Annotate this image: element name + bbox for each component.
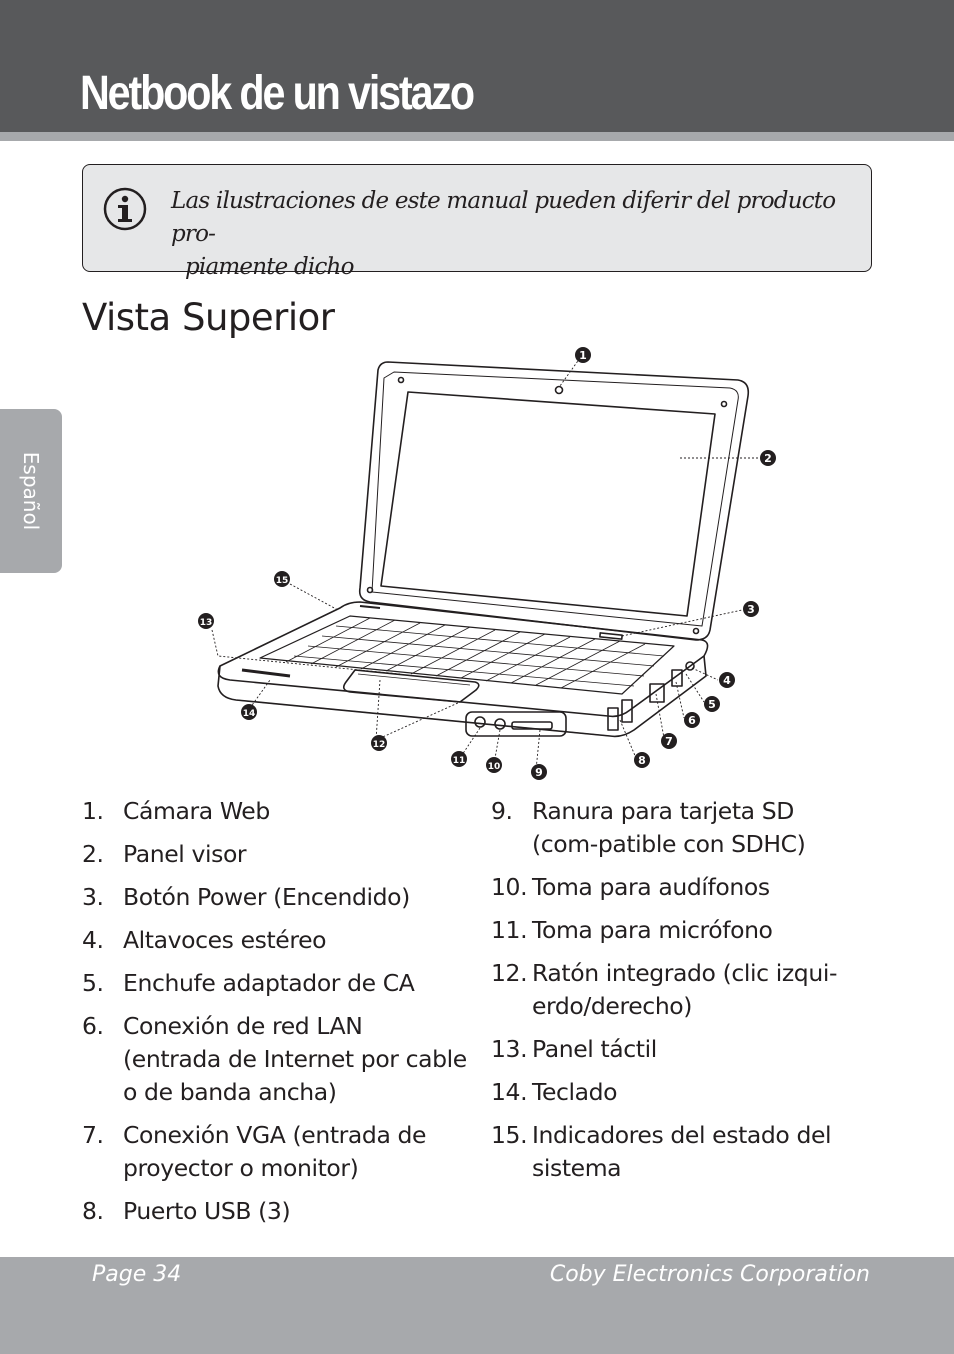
company-name: Coby Electronics Corporation — [549, 1262, 870, 1287]
legend-item — [82, 924, 467, 957]
callout-6 — [684, 712, 700, 728]
svg-text:1: 1 — [579, 349, 587, 362]
legend-text: Panel visor — [123, 840, 247, 868]
svg-text:12: 12 — [372, 740, 386, 750]
legend-number: 7. — [82, 1121, 104, 1149]
legend-item — [82, 795, 467, 828]
svg-text:7: 7 — [665, 735, 673, 748]
legend-text: Conexión de red LAN (entrada de Internet por cable o de banda ancha) — [123, 1012, 467, 1106]
callout-9 — [531, 764, 547, 780]
legend-list-right — [491, 795, 861, 1195]
section-title: Vista Superior — [82, 296, 335, 339]
callout-1 — [575, 347, 591, 363]
legend-number: 13. — [491, 1035, 528, 1063]
svg-text:2: 2 — [764, 452, 772, 465]
legend-item — [491, 1033, 861, 1066]
header-rule — [0, 132, 954, 141]
legend-item — [82, 1195, 467, 1228]
legend-text: Puerto USB (3) — [123, 1197, 291, 1225]
callout-14 — [241, 704, 257, 720]
callout-5 — [704, 696, 720, 712]
svg-text:6: 6 — [688, 714, 696, 727]
callout-10 — [486, 757, 502, 773]
callout-13 — [198, 613, 214, 629]
legend-text: Ratón integrado (clic izqui-erdo/derecho) — [532, 959, 838, 1020]
svg-text:13: 13 — [199, 618, 213, 628]
legend-text: Cámara Web — [123, 797, 270, 825]
legend-number: 11. — [491, 916, 528, 944]
svg-text:11: 11 — [452, 756, 466, 766]
svg-text:10: 10 — [487, 762, 501, 772]
svg-text:8: 8 — [638, 754, 646, 767]
legend-item — [82, 1010, 467, 1109]
callout-4 — [719, 672, 735, 688]
legend-number: 4. — [82, 926, 104, 954]
svg-text:15: 15 — [275, 576, 289, 586]
legend-text: Ranura para tarjeta SD (com-patible con SDHC) — [532, 797, 806, 858]
legend-text: Altavoces estéreo — [123, 926, 327, 954]
callout-3 — [743, 601, 759, 617]
legend-list-left — [82, 795, 467, 1238]
svg-text:4: 4 — [723, 674, 731, 687]
legend-item — [82, 881, 467, 914]
note-text — [171, 185, 861, 284]
legend-item — [491, 914, 861, 947]
legend-number: 1. — [82, 797, 104, 825]
legend-item — [491, 1119, 861, 1185]
keyboard — [260, 616, 674, 694]
legend-number: 9. — [491, 797, 513, 825]
page-header — [0, 0, 954, 132]
legend-number: 12. — [491, 959, 528, 987]
svg-text:5: 5 — [708, 698, 716, 711]
legend-text: Toma para audífonos — [532, 873, 770, 901]
legend-text: Botón Power (Encendido) — [123, 883, 410, 911]
legend-number: 5. — [82, 969, 104, 997]
callout-11 — [451, 751, 467, 767]
power-button — [600, 633, 622, 639]
legend-item — [491, 871, 861, 904]
legend-number: 10. — [491, 873, 528, 901]
svg-text:14: 14 — [242, 709, 256, 719]
info-icon — [103, 187, 147, 231]
legend-text: Conexión VGA (entrada de proyector o monitor) — [123, 1121, 427, 1182]
netbook-top-view-diagram — [190, 340, 790, 790]
legend-number: 8. — [82, 1197, 104, 1225]
svg-text:3: 3 — [747, 603, 755, 616]
callout-7 — [661, 733, 677, 749]
callout-12 — [371, 735, 387, 751]
legend-number: 3. — [82, 883, 104, 911]
note-box — [82, 164, 872, 280]
legend-text: Indicadores del estado del sistema — [532, 1121, 832, 1182]
legend-item — [491, 1076, 861, 1109]
language-tab-label: Español — [19, 451, 43, 531]
page-number: Page 34 — [92, 1262, 182, 1287]
legend-text: Panel táctil — [532, 1035, 657, 1063]
legend-item — [491, 957, 861, 1023]
language-tab — [0, 409, 62, 573]
legend-text: Toma para micrófono — [532, 916, 773, 944]
callout-2 — [760, 450, 776, 466]
legend-item — [82, 967, 467, 1000]
legend-item — [491, 795, 861, 861]
svg-text:9: 9 — [535, 766, 543, 779]
display-panel — [381, 392, 715, 616]
legend-item — [82, 838, 467, 871]
page-title: Netbook de un vistazo — [80, 67, 473, 120]
note-line-2: piamente dicho — [185, 254, 354, 280]
legend-number: 14. — [491, 1078, 528, 1106]
legend-number: 2. — [82, 840, 104, 868]
legend-text: Teclado — [532, 1078, 618, 1106]
note-line-1: Las ilustraciones de este manual pueden diferir del producto pro- — [171, 188, 836, 247]
callout-15 — [274, 571, 290, 587]
lid-inner — [372, 372, 738, 626]
legend-number: 6. — [82, 1012, 104, 1040]
legend-number: 15. — [491, 1121, 528, 1149]
legend-text: Enchufe adaptador de CA — [123, 969, 415, 997]
webcam — [556, 387, 563, 394]
callout-8 — [634, 752, 650, 768]
legend-item — [82, 1119, 467, 1185]
